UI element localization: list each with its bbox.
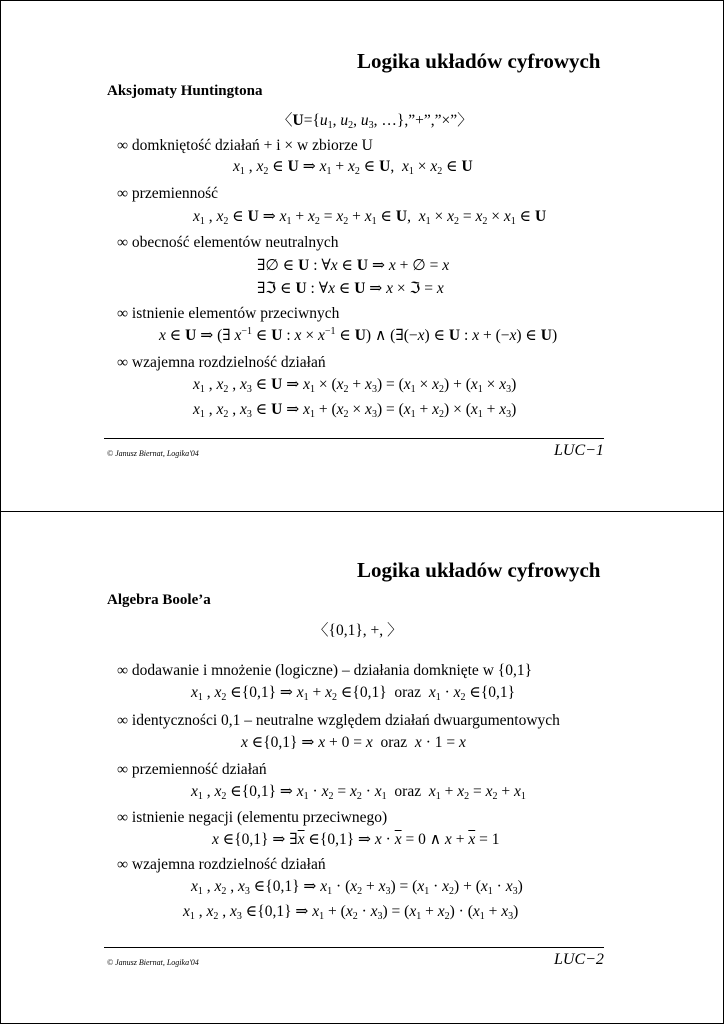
formula-distributivity-2: $x_1$ , $x_2$ , $x_3$ ∈ U ⇒ $x_1 + (x_2 \times x_3) = (x_1 + x_2) \times (x_1 + x_3)$ xyxy=(193,401,517,420)
slide-number: LUC−1 xyxy=(554,442,604,459)
bullet-commutativity: ∞ przemienność działań xyxy=(117,761,267,778)
section-heading: Aksjomaty Huntingtona xyxy=(107,83,263,99)
footer-divider xyxy=(104,947,604,948)
bullet-inverse-elements: ∞ istnienie elementów przeciwnych xyxy=(117,305,340,322)
bullet-commutativity: ∞ przemienność xyxy=(117,185,218,202)
formula-closure: $x_1$ , $x_2$ ∈ U ⇒ $x_1 + x_2$ ∈ U, $x_1 \times x_2$ ∈ U xyxy=(233,158,473,177)
formula-inverse: x ∈ U ⇒ (∃ $x^{-1}$ ∈ U : $x \times x^{-1}$ ∈ U) ∧ (∃(−x) ∈ U : x + (−x) ∈ U) xyxy=(159,326,558,344)
header-tuple: 〈$U=\{u_1$, $u_2$, $u_3$, …},”+”,”×”〉 xyxy=(277,112,473,131)
bullet-neutral-elements: ∞ obecność elementów neutralnych xyxy=(117,234,339,251)
slide-title: Logika układów cyfrowych xyxy=(357,49,601,73)
footer-divider xyxy=(104,438,604,439)
formula-commutativity: $x_1$ , $x_2$ ∈{0,1} ⇒ $x_1 \cdot x_2 = x_2 \cdot x_1$ oraz $x_1 + x_2 = x_2 + x_1$ xyxy=(191,783,526,802)
slide-number: LUC−2 xyxy=(554,951,604,968)
bullet-distributivity: ∞ wzajemna rozdzielność działań xyxy=(117,354,326,371)
formula-closure: $x_1$ , $x_2$ ∈{0,1} ⇒ $x_1 + x_2$ ∈{0,1} oraz $x_1 \cdot x_2$ ∈{0,1} xyxy=(191,684,516,703)
formula-distributivity-1: $x_1$ , $x_2$ , $x_3$ ∈ U ⇒ $x_1 \times (x_2 + x_3) = (x_1 \times x_2) + (x_1 \times x_3)$ xyxy=(193,376,517,395)
formula-distributivity-2: $x_1$ , $x_2$ , $x_3$ ∈{0,1} ⇒ $x_1 + (x_2 \cdot x_3) = (x_1 + x_2) \cdot (x_1 + x_3)$ xyxy=(183,903,519,922)
slide-title: Logika układów cyfrowych xyxy=(357,558,601,582)
formula-distributivity-1: $x_1$ , $x_2$ , $x_3$ ∈{0,1} ⇒ $x_1 \cdot (x_2 + x_3) = (x_1 \cdot x_2) + (x_1 \cdot x_3)$ xyxy=(191,878,523,897)
footer-author: © Janusz Biernat, Logika'04 xyxy=(107,958,199,967)
formula-identities: x ∈{0,1} ⇒ x + 0 = x oraz x · 1 = x xyxy=(241,734,466,751)
formula-neutral-mul: ∃ℑ ∈ U : ∀x ∈ U ⇒ x × ℑ = x xyxy=(257,280,444,297)
bullet-distributivity: ∞ wzajemna rozdzielność działań xyxy=(117,856,326,873)
section-heading: Algebra Boole’a xyxy=(107,592,211,608)
slide-2 xyxy=(0,511,724,1024)
bullet-negation: ∞ istnienie negacji (elementu przeciwnego) xyxy=(117,809,388,826)
formula-commutativity: $x_1$ , $x_2$ ∈ U ⇒ $x_1 + x_2 = x_2 + x_1$ ∈ U, $x_1 \times x_2 = x_2 \times x_1$ ∈ U xyxy=(193,208,547,227)
formula-neutral-add: ∃∅ ∈ U : ∀x ∈ U ⇒ x + ∅ = x xyxy=(257,257,450,274)
bullet-closure: ∞ dodawanie i mnożenie (logiczne) – działania domknięte w {0,1} xyxy=(117,662,533,679)
header-tuple: 〈{0,1}, +, 〉 xyxy=(313,622,403,639)
footer-author: © Janusz Biernat, Logika'04 xyxy=(107,449,199,458)
bullet-closure: ∞ domkniętość działań + i × w zbiorze U xyxy=(117,137,373,154)
bullet-identities: ∞ identyczności 0,1 – neutralne względem działań dwuargumentowych xyxy=(117,712,560,729)
formula-negation: x ∈{0,1} ⇒ $\exists\overline{x}$ ∈{0,1} ⇒ $x \cdot \overline{x} = 0$ ∧ $x + \overline{x} = 1$ xyxy=(212,831,500,848)
